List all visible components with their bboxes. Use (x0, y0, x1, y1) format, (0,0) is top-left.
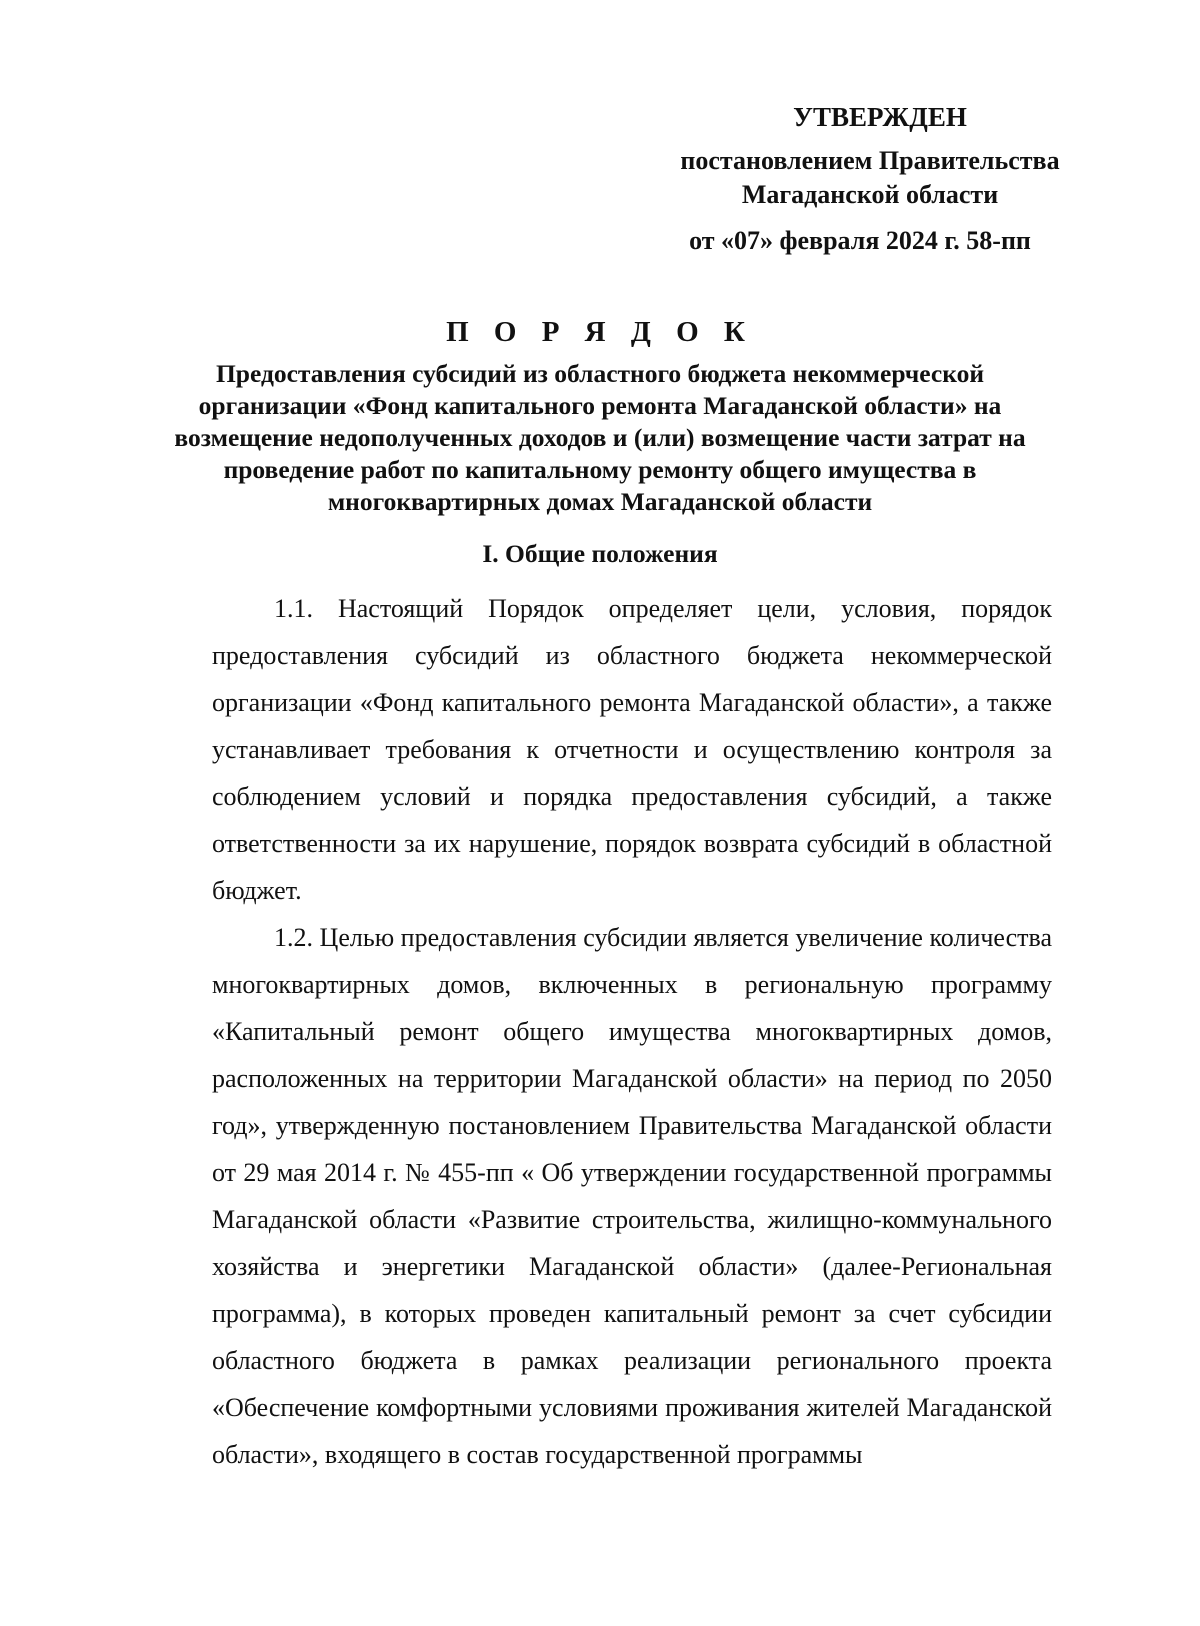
document-body (212, 585, 1052, 1478)
document-title: П О Р Я Д О К (446, 316, 754, 348)
approval-stamp-block (640, 100, 1100, 258)
approval-issuer: постановлением Правительства Магаданской области (680, 146, 1060, 209)
approval-date: от «07» февраля 2024 г. 58-пп (689, 226, 1031, 255)
document-heading (0, 312, 1200, 518)
document-subtitle: Предоставления субсидий из областного бюджета некоммерческой организации «Фонд капитального ремонта Магаданской области» на возмещение недополученных доходов и (или) возмещение части затрат на проведение работ по капитальному ремонту общего имущества в многоквартирных домах Магаданской области (174, 359, 1026, 516)
paragraph-1-2: 1.2. Целью предоставления субсидии является увеличение количества многоквартирных домов, включенных в региональную программу «Капитальный ремонт общего имущества многоквартирных домов, расположенных на территории Магаданской области» на период по 2050 год», утвержденную постановлением Правительства Магаданской области от 29 мая 2014 г. № 455-пп « Об утверждении государственной программы Магаданской области «Развитие строительства, жилищно-коммунального хозяйства и энергетики Магаданской области» (далее-Региональная программа), в которых проведен капитальный ремонт за счет субсидии областного бюджета в рамках реализации регионального проекта «Обеспечение комфортными условиями проживания жителей Магаданской области», входящего в состав государственной программы (212, 923, 1052, 1469)
paragraph-1-1: 1.1. Настоящий Порядок определяет цели, условия, порядок предоставления субсидий из областного бюджета некоммерческой организации «Фонд капитального ремонта Магаданской области», а также устанавливает требования к отчетности и осуществлению контроля за соблюдением условий и порядка предоставления субсидий, а также ответственности за их нарушение, порядок возврата субсидий в областной бюджет. (212, 594, 1052, 905)
section-heading: I. Общие положения (482, 539, 718, 568)
approval-label: УТВЕРЖДЕН (793, 102, 967, 132)
